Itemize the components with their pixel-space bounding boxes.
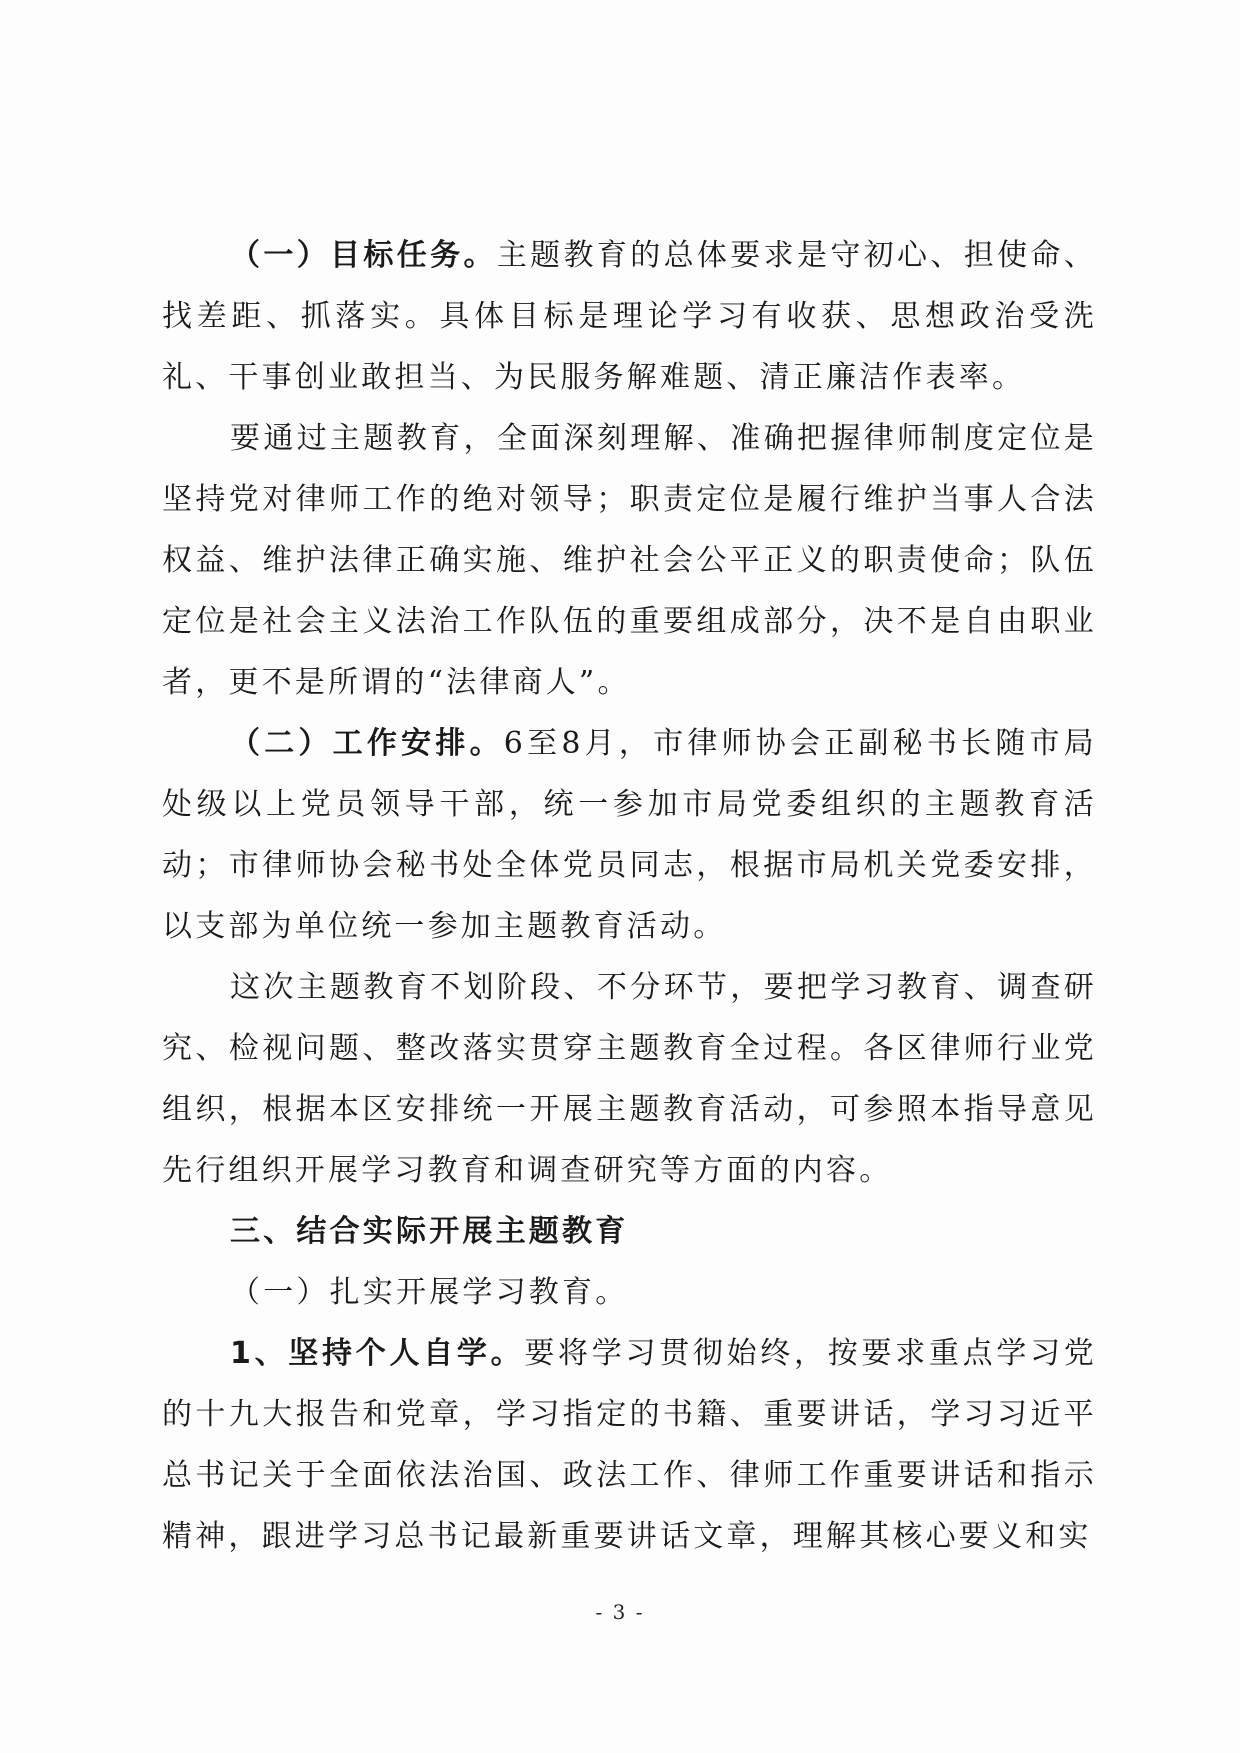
paragraph-positioning: [162, 408, 1097, 713]
paragraph-lead: （二）工作安排。: [230, 726, 504, 761]
section-heading: 三、结合实际开展主题教育: [230, 1214, 629, 1249]
paragraph-self-study: [162, 1323, 1097, 1567]
paragraph-lead: （一）目标任务。: [230, 238, 497, 273]
paragraph-text: 6至8月，市律师协会正副秘书长随市局处级以上党员领导干部，统一参加市局党委组织的主题教育活动；市律师协会秘书处全体党员同志，根据市局机关党委安排，以支部为单位统一参加主题教育活动。: [162, 726, 1097, 944]
paragraph-lead: 1、坚持个人自学。: [230, 1336, 525, 1371]
paragraph-text: 要通过主题教育，全面深刻理解、准确把握律师制度定位是坚持党对律师工作的绝对领导；职责定位是履行维护当事人合法权益、维护法律正确实施、维护社会公平正义的职责使命；队伍定位是社会主义法治工作队伍的重要组成部分，决不是自由职业者，更不是所谓的“法律商人”。: [162, 421, 1097, 700]
paragraph-text: 要将学习贯彻始终，按要求重点学习党的十九大报告和党章，学习指定的书籍、重要讲话，学习习近平总书记关于全面依法治国、政法工作、律师工作重要讲话和指示精神，跟进学习总书记最新重要讲话文章，理解其核心要义和实: [162, 1336, 1097, 1554]
paragraph-text: 这次主题教育不划阶段、不分环节，要把学习教育、调查研究、检视问题、整改落实贯穿主题教育全过程。各区律师行业党组织，根据本区安排统一开展主题教育活动，可参照本指导意见先行组织开展学习教育和调查研究等方面的内容。: [162, 970, 1097, 1188]
subsection-heading: （一）扎实开展学习教育。: [230, 1275, 629, 1310]
document-body: [162, 225, 1097, 1567]
page-number: - 3 -: [595, 1600, 645, 1624]
paragraph-process: [162, 957, 1097, 1201]
paragraph-text: 主题教育的总体要求是守初心、担使命、找差距、抓落实。具体目标是理论学习有收获、思想政治受洗礼、干事创业敢担当、为民服务解难题、清正廉洁作表率。: [162, 238, 1097, 395]
paragraph-arrangement: [162, 713, 1097, 957]
paragraph-goals: [162, 225, 1097, 408]
